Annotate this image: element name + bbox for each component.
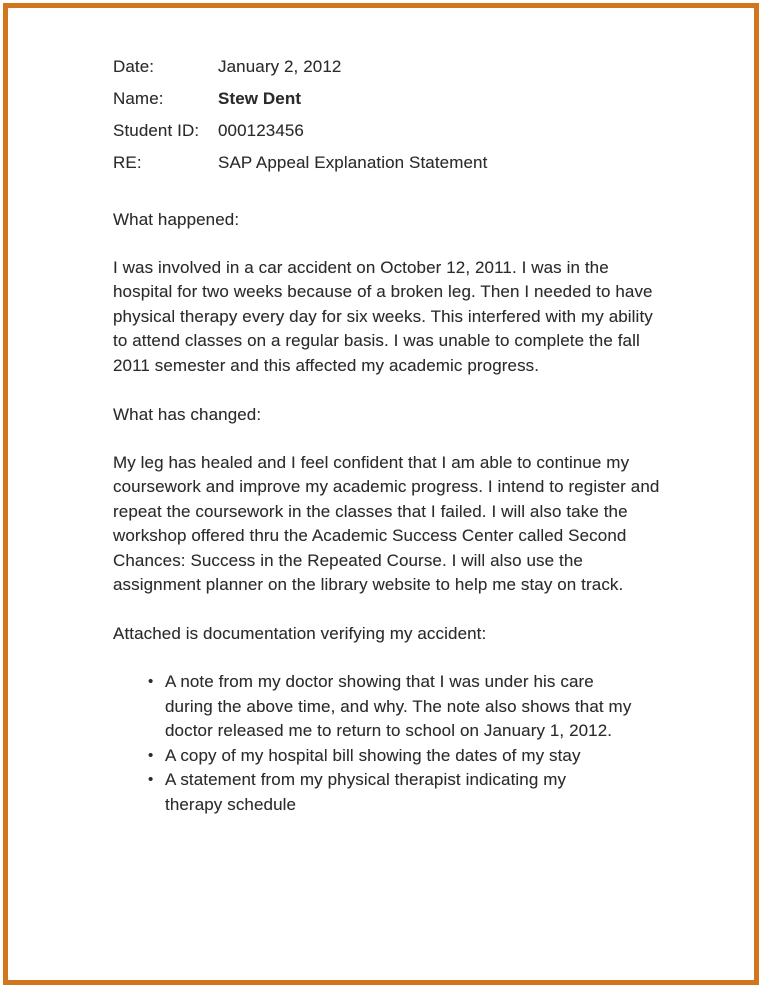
attachments-intro: Attached is documentation verifying my accident:: [113, 623, 487, 643]
list-item-text: A note from my doctor showing that I was under his care during the above time, and why. The note also shows that my doctor released me to return to school on January 1, 2012.: [165, 672, 632, 740]
section-body-what-has-changed: My leg has healed and I feel confident that I am able to continue my coursework and improve my academic progress. I intend to register and repeat the coursework in the classes that I failed. I will also take the workshop offered thru the Academic Success Center called Second Chances: Success in the Repeated Course. I will also use the assignment planner on the library website to help me stay on track.: [113, 452, 660, 594]
student-id-label: Student ID:: [113, 121, 200, 140]
date-value: January 2, 2012: [218, 57, 342, 76]
student-id-value: 000123456: [218, 121, 304, 140]
name-label: Name:: [113, 89, 164, 108]
section-heading-what-happened: What happened:: [113, 210, 240, 229]
list-item: [113, 670, 673, 744]
section-body-what-happened: I was involved in a car accident on October 12, 2011. I was in the hospital for two weeks because of a broken leg. Then I needed to have physical therapy every day for six weeks. This interfered with my ability to attend classes on a regular basis. I was unable to complete the fall 2011 semester and this affected my academic progress.: [113, 257, 653, 375]
header-row-date: [113, 55, 673, 87]
list-item: [113, 768, 673, 817]
name-value: Stew Dent: [218, 89, 302, 108]
letter-header: [113, 55, 673, 183]
list-item: [113, 744, 673, 769]
bullet-icon: •: [148, 746, 154, 764]
attachments-list: [113, 670, 673, 817]
re-label: RE:: [113, 153, 142, 172]
list-item-text: A copy of my hospital bill showing the dates of my stay: [165, 745, 581, 765]
re-value: SAP Appeal Explanation Statement: [218, 153, 488, 172]
header-row-name: [113, 87, 673, 119]
bullet-icon: •: [148, 771, 154, 788]
document-content: [113, 55, 673, 817]
bullet-icon: •: [148, 673, 154, 690]
header-row-student-id: [113, 119, 673, 151]
date-label: Date:: [113, 57, 155, 76]
list-item-text: A statement from my physical therapist indicating my therapy schedule: [165, 770, 567, 814]
header-row-re: [113, 151, 673, 183]
section-heading-what-has-changed: What has changed:: [113, 405, 262, 424]
